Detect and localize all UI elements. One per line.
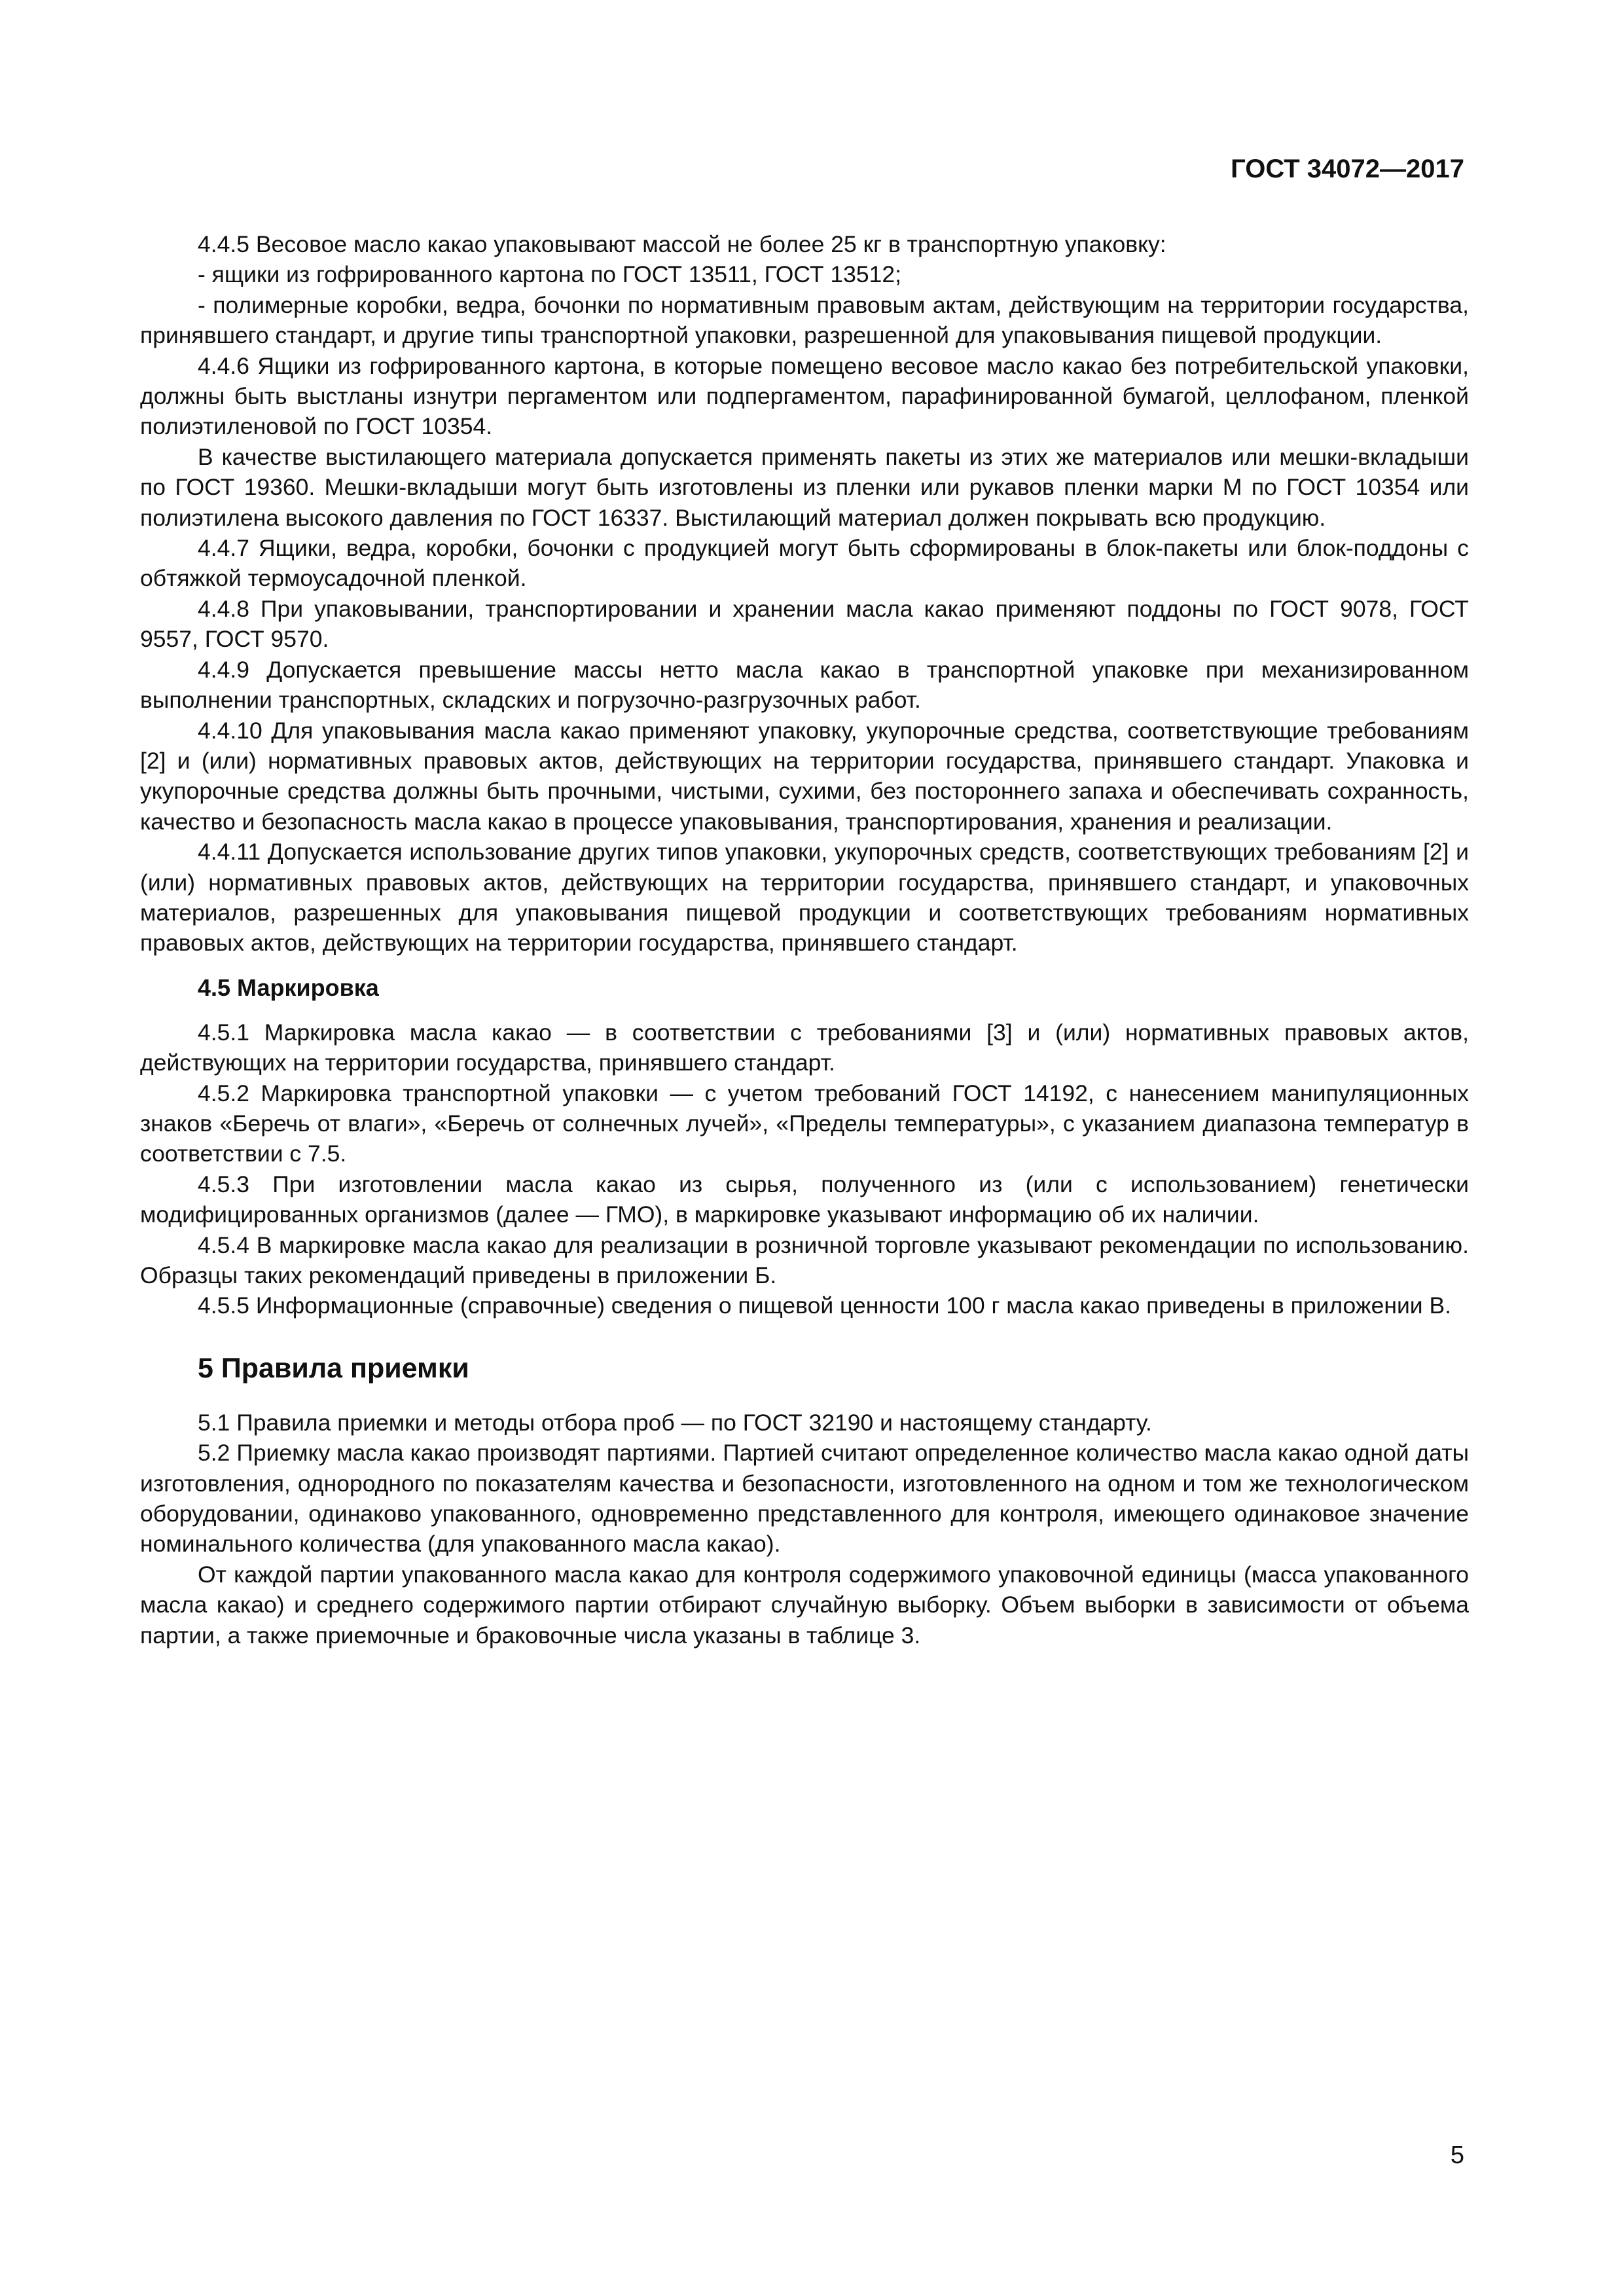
document-code: ГОСТ 34072—2017	[1231, 155, 1464, 183]
heading-5-acceptance-rules: 5 Правила приемки	[198, 1352, 469, 1384]
paragraph-4-5-5: 4.5.5 Информационные (справочные) сведения о пищевой ценности 100 г масла какао приведены в приложении В.	[198, 1292, 1452, 1319]
paragraph-4-5-2: 4.5.2 Маркировка транспортной упаковки — с учетом требований ГОСТ 14192, с нанесением манипуляционных знаков «Беречь от влаги», «Беречь от солнечных лучей», «Пределы температуры», с указанием диапазона температур в соответствии с 7.5.	[140, 1080, 1469, 1167]
paragraph-5-2: 5.2 Приемку масла какао производят партиями. Партией считают определенное количество масла какао одной даты изготовления, однородного по показателям качества и безопасности, изготовленного на одном и том же технологическом оборудовании, одинаково упакованного, одновременно представленного для контроля, имеющего одинаковое значение номинального количества (для упакованного масла какао).	[140, 1440, 1469, 1558]
paragraph-4-4-7: 4.4.7 Ящики, ведра, коробки, бочонки с продукцией могут быть сформированы в блок-пакеты или блок-поддоны с обтяжкой термоусадочной пленкой.	[140, 535, 1469, 592]
paragraph-4-4-8: 4.4.8 При упаковывании, транспортировании и хранении масла какао применяют поддоны по ГОСТ 9078, ГОСТ 9557, ГОСТ 9570.	[140, 595, 1469, 653]
page-content	[140, 229, 1469, 1650]
page-number: 5	[1450, 2141, 1464, 2169]
paragraph-4-4-10: 4.4.10 Для упаковывания масла какао применяют упаковку, укупорочные средства, соответствующие требованиям [2] и (или) нормативных правовых актов, действующих на территории государства, принявшего стандарт. Упаковка и укупорочные средства должны быть прочными, чистыми, сухими, без постороннего запаха и обеспечивать сохранность, качество и безопасность масла какао в процессе упаковывания, транспортирования, хранения и реализации.	[140, 717, 1469, 835]
paragraph-4-5-1: 4.5.1 Маркировка масла какао — в соответствии с требованиями [3] и (или) нормативных правовых актов, действующих на территории государства, принявшего стандарт.	[140, 1019, 1469, 1076]
list-item-polymer-containers: - полимерные коробки, ведра, бочонки по нормативным правовым актам, действующим на территории государства, принявшего стандарт, и другие типы транспортной упаковки, разрешенной для упаковывания пищевой продукции.	[140, 291, 1469, 349]
list-item-cardboard-boxes: - ящики из гофрированного картона по ГОСТ 13511, ГОСТ 13512;	[198, 261, 902, 288]
heading-4-5-marking: 4.5 Маркировка	[198, 974, 379, 1001]
paragraph-4-4-11: 4.4.11 Допускается использование других типов упаковки, укупорочных средств, соответствующих требованиям [2] и (или) нормативных правовых актов, действующих на территории государства, принявшего стандарт, и упаковочных материалов, разрешенных для упаковывания пищевой продукции и соответствующих требованиям нормативных правовых актов, действующих на территории государства, принявшего стандарт.	[140, 839, 1469, 957]
paragraph-4-5-4: 4.5.4 В маркировке масла какао для реализации в розничной торговле указывают рекомендации по использованию. Образцы таких рекомендаций приведены в приложении Б.	[140, 1231, 1469, 1288]
paragraph-4-4-6: 4.4.6 Ящики из гофрированного картона, в которые помещено весовое масло какао без потребительской упаковки, должны быть выстланы изнутри пергаментом или подпергаментом, парафинированной бумагой, целлофаном, пленкой полиэтиленовой по ГОСТ 10354.	[140, 352, 1469, 440]
paragraph-5-1: 5.1 Правила приемки и методы отбора проб — по ГОСТ 32190 и настоящему стандарту.	[198, 1409, 1152, 1436]
paragraph-4-5-3: 4.5.3 При изготовлении масла какао из сырья, полученного из (или с использованием) генетически модифицированных организмов (далее — ГМО), в маркировке указывают информацию об их наличии.	[140, 1171, 1469, 1228]
paragraph-4-4-9: 4.4.9 Допускается превышение массы нетто масла какао в транспортной упаковке при механизированном выполнении транспортных, складских и погрузочно-разгрузочных работ.	[140, 656, 1469, 714]
paragraph-4-4-5: 4.4.5 Весовое масло какао упаковывают массой не более 25 кг в транспортную упаковку:	[198, 231, 1166, 257]
paragraph-lining-material: В качестве выстилающего материала допускается применять пакеты из этих же материалов или мешки-вкладыши по ГОСТ 19360. Мешки-вкладыши могут быть изготовлены из пленки или рукавов пленки марки М по ГОСТ 10354 или полиэтилена высокого давления по ГОСТ 16337. Выстилающий материал должен покрывать всю продукцию.	[140, 443, 1469, 531]
paragraph-sampling: От каждой партии упакованного масла какао для контроля содержимого упаковочной единицы (масса упакованного масла какао) и среднего содержимого партии отбирают случайную выборку. Объем выборки в зависимости от объема партии, а также приемочные и браковочные числа указаны в таблице 3.	[140, 1561, 1469, 1649]
